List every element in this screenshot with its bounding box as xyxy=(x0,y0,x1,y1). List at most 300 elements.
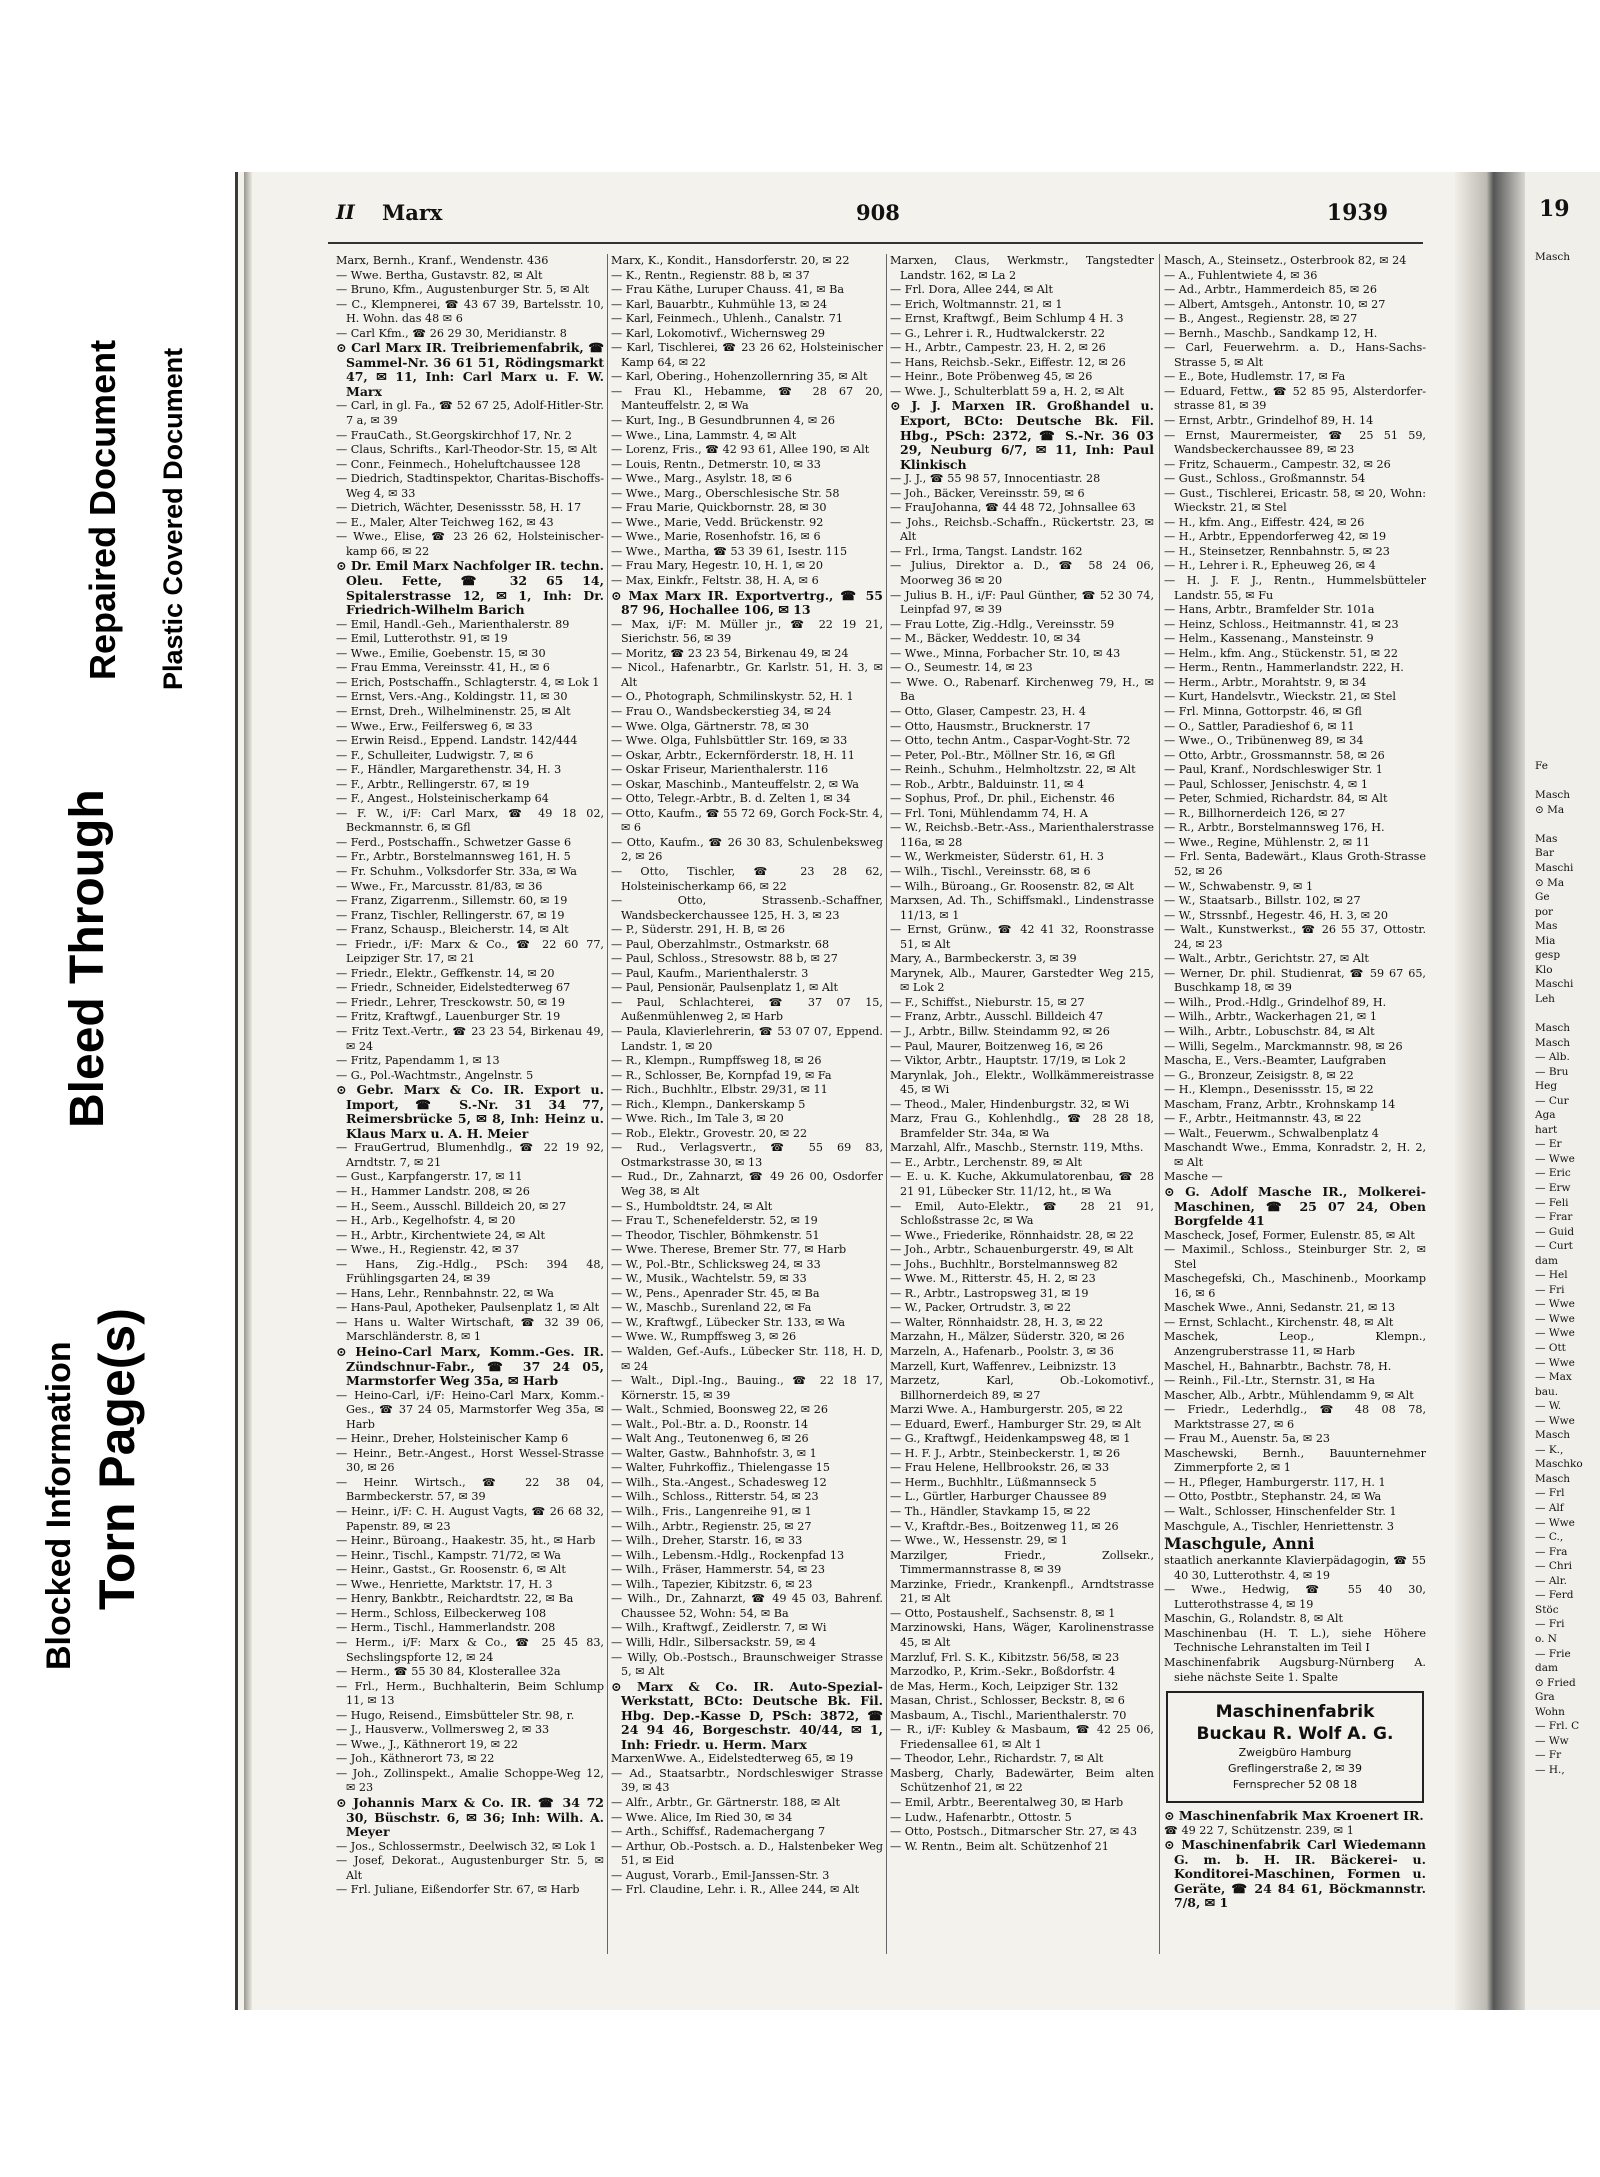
directory-entry: — E., Maler, Alter Teichweg 162, ✉ 43 xyxy=(336,515,554,529)
directory-entry: — Wwe., O., Tribünenweg 89, ✉ 34 xyxy=(1164,734,1364,748)
directory-entry: Marynlak, Joh., Elektr., Wollkämmereistrasse 45, ✉ Wi xyxy=(890,1068,1154,1097)
directory-entry: — Oskar, Maschinb., Manteuffelstr. 2, ✉ Wa xyxy=(611,777,859,791)
directory-entry: ⊙ Heino-Carl Marx, Komm.-Ges. IR. Zündschnur-Fabr., ☎ 37 24 05, Marmstorfer Weg 35a, ✉ Harb xyxy=(336,1344,604,1389)
adjacent-page-line xyxy=(1535,323,1583,338)
directory-entry: Marx, K., Kondit., Hansdorferstr. 20, ✉ 22 xyxy=(611,254,850,267)
directory-entry: Masan, Christ., Schlosser, Beckstr. 8, ✉ 6 xyxy=(890,1694,1125,1708)
adjacent-page-line: Masch xyxy=(1535,789,1571,802)
directory-entry: — Hans, Reichsb.-Sekr., Eiffestr. 12, ✉ 26 xyxy=(890,355,1126,369)
adjacent-page-line xyxy=(1535,1006,1583,1021)
directory-entry: — W., Strssnbf., Hegestr. 46, H. 3, ✉ 20 xyxy=(1164,908,1388,922)
directory-entry: — W., Schwabenstr. 9, ✉ 1 xyxy=(1164,879,1314,893)
directory-entry: — J., Hausverw., Vollmersweg 2, ✉ 33 xyxy=(336,1723,550,1737)
directory-entry: — R., i/F: Kubley & Masbaum, ☎ 42 25 06, Friedensallee 61, ✉ Alt 1 xyxy=(890,1723,1154,1751)
directory-entry: — Frl. Senta, Badewärt., Klaus Groth-Strasse 52, ✉ 26 xyxy=(1164,850,1426,878)
adjacent-page-line xyxy=(1535,410,1583,425)
directory-entry: — Gust., Karpfangerstr. 17, ✉ 11 xyxy=(336,1170,523,1184)
adjacent-page-line: — K., xyxy=(1535,1443,1564,1456)
adjacent-page-line: Masch xyxy=(1535,1472,1571,1485)
directory-entry: — Paul, Schlachterei, ☎ 37 07 15, Außenmühlenweg 2, ✉ Harb xyxy=(611,995,883,1024)
adjacent-page-line xyxy=(1535,716,1583,731)
directory-entry: — Otto, Tischler, ☎ 23 28 62, Holsteinischerkamp 66, ✉ 22 xyxy=(611,864,883,893)
header-name: Marx xyxy=(382,200,443,225)
directory-entry: — Wwe. Olga, Fuhlsbüttler Str. 169, ✉ 33 xyxy=(611,734,848,748)
adjacent-page-line: Bar xyxy=(1535,847,1554,860)
directory-entry: — Hans u. Walter Wirtschaft, ☎ 32 39 06, Marschländerstr. 8, ✉ 1 xyxy=(336,1315,604,1344)
adjacent-page-line: — Bru xyxy=(1535,1065,1569,1078)
directory-entry: — Paul, Oberzahlmstr., Ostmarkstr. 68 xyxy=(611,937,830,951)
adjacent-page-line: Masch xyxy=(1535,1036,1571,1049)
directory-entry: — Walt Ang., Teutonenweg 6, ✉ 26 xyxy=(611,1432,809,1446)
directory-entry: — F., Angest., Holsteinischerkamp 64 xyxy=(336,792,549,806)
directory-entry: — Herm., i/F: Marx & Co., ☎ 25 45 83, Sechslingspforte 12, ✉ 24 xyxy=(336,1635,604,1664)
directory-entry: — Heinr. Wirtsch., ☎ 22 38 04, Barmbeckerstr. 57, ✉ 39 xyxy=(336,1475,604,1504)
adjacent-page-line xyxy=(1535,279,1583,294)
directory-entry: — M., Bäcker, Weddestr. 10, ✉ 34 xyxy=(890,632,1081,646)
adjacent-page-line xyxy=(1535,483,1583,498)
label-bleed-through: Bleed Through xyxy=(61,789,114,1128)
directory-entry: — Moritz, ☎ 23 23 54, Birkenau 49, ✉ 24 xyxy=(611,646,849,660)
directory-entry: Marxen, Claus, Werkmstr., Tangstedter Landstr. 162, ✉ La 2 xyxy=(890,254,1154,282)
directory-entry: — H., Pfleger, Hamburgerstr. 117, H. 1 xyxy=(1164,1475,1386,1489)
directory-entry: — Fr., Arbtr., Borstelmannsweg 161, H. 5 xyxy=(336,850,571,864)
adjacent-page-line xyxy=(1535,308,1583,323)
directory-entry: — Oskar, Arbtr., Eckernförderstr. 18, H. 11 xyxy=(611,748,855,762)
directory-entry: — Viktor, Arbtr., Hauptstr. 17/19, ✉ Lok 2 xyxy=(890,1054,1126,1068)
directory-entry: — Wilh., Dreher, Starstr. 16, ✉ 33 xyxy=(611,1534,803,1548)
directory-entry: — G., Bronzeur, Zeisigstr. 8, ✉ 22 xyxy=(1164,1068,1354,1082)
directory-entry: — Kurt, Handelsvtr., Wieckstr. 21, ✉ Stel xyxy=(1164,690,1397,704)
adjacent-page-line: hart xyxy=(1535,1123,1558,1136)
directory-entry: Marzahl, Alfr., Maschb., Sternstr. 119, Mths. xyxy=(890,1141,1144,1155)
adjacent-page-line: — W. xyxy=(1535,1400,1562,1413)
directory-entry: Masberg, Charly, Badewärter, Beim alten Schützenhof 21, ✉ 22 xyxy=(890,1766,1154,1795)
directory-entry: — Wilh., Fräser, Hammerstr. 54, ✉ 23 xyxy=(611,1563,826,1577)
directory-entry: — Willy, Ob.-Postsch., Braunschweiger Strasse 5, ✉ Alt xyxy=(611,1650,883,1679)
directory-entry: — Wwe., Martha, ☎ 53 39 61, Isestr. 115 xyxy=(611,544,848,558)
directory-entry: — Ad., Arbtr., Hammerdeich 85, ✉ 26 xyxy=(1164,283,1378,297)
directory-entry: — Johs., Reichsb.-Schaffn., Rückertstr. 23, ✉ Alt xyxy=(890,515,1154,544)
directory-entry: — Heinr., Tischl., Kampstr. 71/72, ✉ Wa xyxy=(336,1548,561,1562)
directory-entry: MarxenWwe. A., Eidelstedterweg 65, ✉ 19 xyxy=(611,1752,854,1766)
directory-entry: — W., Staatsarb., Billstr. 102, ✉ 27 xyxy=(1164,894,1361,908)
column-4 xyxy=(1164,254,1426,1954)
directory-entry: — Walter, Fuhrkoffiz., Thielengasse 15 xyxy=(611,1461,830,1475)
directory-entry: ⊙ Marx & Co. IR. Auto-Spezial-Werkstatt, BCto: Deutsche Bk. Fil. Hbg. Dep.-Kasse D, PSch: 3872, ☎ 24 94 46, Borgeschstr. 40/44, ✉ 1, Inh: Friedr. u. Herm. Marx xyxy=(611,1678,883,1752)
directory-entry: — Frl. Juliane, Eißendorfer Str. 67, ✉ Harb xyxy=(336,1883,580,1897)
directory-entry: Marx, Bernh., Kranf., Wendenstr. 436 xyxy=(336,254,549,267)
directory-entry: — Wilh., Tapezier, Kibitzstr. 6, ✉ 23 xyxy=(611,1577,813,1591)
directory-entry: Mascher, Alb., Arbtr., Mühlendamm 9, ✉ Alt xyxy=(1164,1388,1414,1402)
adjacent-page-line: — Fr xyxy=(1535,1749,1562,1762)
ad-line2: Buckau R. Wolf A. G. xyxy=(1196,1724,1394,1745)
directory-entry: — Ernst, Dreh., Wilhelminenstr. 25, ✉ Alt xyxy=(336,704,571,718)
adjacent-page-line: — Feli xyxy=(1535,1196,1569,1209)
directory-entry: — Paul, Pensionär, Paulsenplatz 1, ✉ Alt xyxy=(611,981,839,995)
directory-entry: — Paul, Kaufm., Marienthalerstr. 3 xyxy=(611,966,809,980)
directory-entry: — Hans-Paul, Apotheker, Paulsenplatz 1, ✉ Alt xyxy=(336,1301,600,1315)
directory-entry: — Wilh., Prod.-Hdlg., Grindelhof 89, H. xyxy=(1164,995,1387,1009)
directory-entry: — P., Süderstr. 291, H. B, ✉ 26 xyxy=(611,923,785,937)
directory-entry: ⊙ J. J. Marxen IR. Großhandel u. Export, BCto: Deutsche Bk. Fil. Hbg., PSch: 2372, ☎ S.-Nr. 36 03 29, Neuburg 6/7, ✉ 11, Inh: Paul Klinkisch xyxy=(890,398,1154,472)
directory-entry: — Bernh., Maschb., Sandkamp 12, H. xyxy=(1164,326,1378,340)
directory-entry: — Wilh., Arbtr., Regienstr. 25, ✉ 27 xyxy=(611,1519,812,1533)
directory-entry: — C., Klempnerei, ☎ 43 67 39, Bartelsstr. 10, H. Wohn. das 48 ✉ 6 xyxy=(336,297,604,326)
directory-entry: — Theodor, Lehr., Richardstr. 7, ✉ Alt xyxy=(890,1752,1104,1766)
adjacent-page-line xyxy=(1535,468,1583,483)
directory-entry: — Paul, Schloss., Stresowstr. 88 b, ✉ 27 xyxy=(611,952,838,966)
adjacent-page-line: — Wwe xyxy=(1535,1298,1575,1311)
adjacent-page-line: — C., xyxy=(1535,1531,1564,1544)
directory-entry: — Joh., Käthnerort 73, ✉ 22 xyxy=(336,1752,495,1766)
directory-entry: — Theodor, Tischler, Böhmkenstr. 51 xyxy=(611,1228,820,1242)
adjacent-page-line: — Wwe xyxy=(1535,1327,1575,1340)
directory-entry: — Kurt, Ing., B Gesundbrunnen 4, ✉ 26 xyxy=(611,414,836,428)
adjacent-page-line: — Curt xyxy=(1535,1240,1573,1253)
directory-entry: — Otto, Postsch., Ditmarscher Str. 27, ✉ 43 xyxy=(890,1825,1137,1839)
directory-entry: — E., Bote, Hudlemstr. 17, ✉ Fa xyxy=(1164,370,1346,384)
directory-entry: — Fritz, Papendamm 1, ✉ 13 xyxy=(336,1054,500,1068)
adjacent-page-line: Gra xyxy=(1535,1691,1555,1704)
directory-entry: — Frau M., Auenstr. 5a, ✉ 23 xyxy=(1164,1432,1331,1446)
directory-entry: — Friedr., Elektr., Geffkenstr. 14, ✉ 20 xyxy=(336,966,555,980)
directory-entry: — Hans, Arbtr., Bramfelder Str. 101a xyxy=(1164,603,1375,617)
adjacent-page-line: Maschko xyxy=(1535,1458,1583,1471)
directory-entry: — Walt., Schmied, Boonsweg 22, ✉ 26 xyxy=(611,1403,828,1417)
adjacent-page-line xyxy=(1535,294,1583,309)
directory-entry: — Wwe., Minna, Forbacher Str. 10, ✉ 43 xyxy=(890,646,1121,660)
directory-entry: — Johs., Buchhltr., Borstelmannsweg 82 xyxy=(890,1257,1118,1271)
ad-line1: Maschinenfabrik xyxy=(1215,1702,1375,1723)
directory-entry: — FrauCath., St.Georgskirchhof 17, Nr. 2 xyxy=(336,428,572,442)
directory-entry: Maschegefski, Ch., Maschinenb., Moorkamp 16, ✉ 6 xyxy=(1164,1272,1426,1300)
adjacent-page-line: Aga xyxy=(1535,1109,1556,1122)
adjacent-page-line xyxy=(1535,381,1583,396)
directory-entry: — Ernst, Vers.-Ang., Koldingstr. 11, ✉ 30 xyxy=(336,690,568,704)
directory-entry: — W., Pens., Apenrader Str. 45, ✉ Ba xyxy=(611,1286,820,1300)
adjacent-page-line xyxy=(1535,352,1583,367)
adjacent-page-line xyxy=(1535,512,1583,527)
adjacent-page-line: ⊙ Fried xyxy=(1535,1676,1576,1689)
directory-entry: — Rud., Verlagsvertr., ☎ 55 69 83, Ostmarkstrasse 30, ✉ 13 xyxy=(611,1141,883,1169)
adjacent-page-line: Fe xyxy=(1535,760,1548,773)
directory-entry: — Heino-Carl, i/F: Heino-Carl Marx, Komm.-Ges., ☎ 37 24 05, Marmstorfer Weg 35a, ✉ Harb xyxy=(336,1388,604,1431)
advertisement-box xyxy=(1166,1691,1424,1803)
directory-entry: — Herm., Buchhltr., Lüßmannseck 5 xyxy=(890,1475,1097,1489)
directory-entry: — G., Pol.-Wachtmstr., Angelnstr. 5 xyxy=(336,1068,534,1082)
directory-entry: — Paul, Maurer, Boitzenweg 16, ✉ 26 xyxy=(890,1039,1104,1053)
adjacent-page-line: — Frl xyxy=(1535,1487,1565,1500)
directory-entry: — W., Pol.-Btr., Schlicksweg 24, ✉ 33 xyxy=(611,1257,821,1271)
directory-entry: — Fritz Text.-Vertr., ☎ 23 23 54, Birkenau 49, ✉ 24 xyxy=(336,1024,604,1053)
directory-entry: — Frau Emma, Vereinsstr. 41, H., ✉ 6 xyxy=(336,661,550,675)
adjacent-page-line: — Erw xyxy=(1535,1182,1571,1194)
directory-entry: — F., Arbtr., Heitmannstr. 43, ✉ 22 xyxy=(1164,1112,1362,1126)
adjacent-page-line: — Frie xyxy=(1535,1647,1571,1660)
adjacent-page-line: Mas xyxy=(1535,832,1558,845)
directory-entry: — Friedr., Schneider, Eidelstedterweg 67 xyxy=(336,981,571,995)
adjacent-page-line xyxy=(1535,541,1583,556)
directory-entry: — Emil, Auto-Elektr., ☎ 28 21 91, Schloßstrasse 2c, ✉ Wa xyxy=(890,1199,1154,1228)
directory-entry: — Wwe. M., Ritterstr. 45, H. 2, ✉ 23 xyxy=(890,1272,1096,1286)
directory-entry: — Rob., Arbtr., Balduinstr. 11, ✉ 4 xyxy=(890,777,1085,791)
adjacent-page-line xyxy=(1535,730,1583,745)
directory-entry: — Walter, Rönnhaidstr. 28, H. 3, ✉ 22 xyxy=(890,1315,1104,1329)
directory-entry: — Karl, Bauarbtr., Kuhmühle 13, ✉ 24 xyxy=(611,297,828,311)
adjacent-page-line: — Alb. xyxy=(1535,1051,1570,1064)
adjacent-page-line xyxy=(1535,425,1583,440)
directory-entry: — Nicol., Hafenarbtr., Gr. Karlstr. 51, H. 3, ✉ Alt xyxy=(611,661,883,689)
directory-entry: ⊙ Carl Marx IR. Treibriemenfabrik, ☎ Sammel-Nr. 36 61 51, Rödingsmarkt 47, ✉ 11, Inh: Carl Marx u. F. W. Marx xyxy=(336,340,604,399)
directory-entry: — Wwe. Alice, Im Ried 30, ✉ 34 xyxy=(611,1810,793,1824)
adjacent-page-line xyxy=(1535,657,1583,672)
directory-entry: — O., Photograph, Schmilinskystr. 52, H. 1 xyxy=(611,690,854,704)
directory-entry: — Wilh., Dr., Zahnarzt, ☎ 49 45 03, Bahrenf. Chaussee 52, Wohn: 54, ✉ Ba xyxy=(611,1592,883,1620)
adjacent-page-line xyxy=(1535,366,1583,381)
directory-entry: ⊙ Gebr. Marx & Co. IR. Export u. Import, ☎ S.-Nr. 31 34 77, Reimersbrücke 5, ✉ 8, Inh: Heinz u. Klaus Marx u. A. H. Meier xyxy=(336,1082,604,1141)
directory-entry: — Frl. Claudine, Lehr. i. R., Allee 244, ✉ Alt xyxy=(611,1883,860,1897)
directory-entry: — Eduard, Ewerf., Hamburger Str. 29, ✉ Alt xyxy=(890,1417,1141,1431)
adjacent-page-line: — Hel xyxy=(1535,1269,1568,1282)
directory-entry: ⊙ Johannis Marx & Co. IR. ☎ 34 72 30, Büschstr. 6, ✉ 36; Inh: Wilh. A. Meyer xyxy=(336,1794,604,1840)
adjacent-page-line: — Fri xyxy=(1535,1283,1565,1296)
adjacent-page-line: Ge xyxy=(1535,891,1550,904)
directory-entry: — Eduard, Fettw., ☎ 52 85 95, Alsterdorfer-strasse 81, ✉ 39 xyxy=(1164,384,1426,413)
directory-entry: Maschgule, Anni xyxy=(1164,1534,1315,1554)
directory-entry: — Herm., ☎ 55 30 84, Klosterallee 32a xyxy=(336,1665,561,1679)
directory-entry: — B., Angest., Regienstr. 28, ✉ 27 xyxy=(1164,312,1358,326)
directory-entry: Marzetz, Karl, Ob.-Lokomotivf., Billhornerdeich 89, ✉ 27 xyxy=(890,1374,1154,1402)
adjacent-page-line xyxy=(1535,555,1583,570)
adjacent-page-line: — Frar xyxy=(1535,1211,1573,1224)
directory-entry: — Erich, Woltmannstr. 21, ✉ 1 xyxy=(890,297,1063,311)
directory-entry: — Reinh., Fil.-Ltr., Sternstr. 31, ✉ Ha xyxy=(1164,1374,1375,1388)
directory-entry: Maschgule, A., Tischler, Henriettenstr. 3 xyxy=(1164,1519,1394,1533)
directory-entry: — Wilh., Tischl., Vereinsstr. 68, ✉ 6 xyxy=(890,864,1091,878)
adjacent-page-line xyxy=(1535,628,1583,643)
adjacent-page-line: — H., xyxy=(1535,1763,1565,1776)
directory-entry: — R., Arbtr., Lastropsweg 31, ✉ 19 xyxy=(890,1286,1089,1300)
adjacent-page-line: Stöc xyxy=(1535,1603,1559,1616)
directory-entry: — S., Humboldtstr. 24, ✉ Alt xyxy=(611,1199,773,1213)
directory-entry: — Theod., Maler, Hindenburgstr. 32, ✉ Wi xyxy=(890,1097,1130,1111)
directory-entry: — Jos., Schlossermstr., Deelwisch 32, ✉ Lok 1 xyxy=(336,1839,597,1853)
adjacent-page-line: — Wwe xyxy=(1535,1414,1575,1427)
directory-entry: Marzeln, A., Hafenarb., Poolstr. 3, ✉ 36 xyxy=(890,1345,1114,1359)
directory-entry: — Ernst, Maurermeister, ☎ 25 51 59, Wandsbeckerchaussee 89, ✉ 23 xyxy=(1164,428,1426,457)
directory-entry: — Otto, Hausmstr., Brucknerstr. 17 xyxy=(890,719,1091,733)
directory-entry: — Wilh., Arbtr., Wackerhagen 21, ✉ 1 xyxy=(1164,1010,1377,1024)
directory-entry: — Wwe., Regine, Mühlenstr. 2, ✉ 11 xyxy=(1164,835,1370,849)
directory-entry: — Ernst, Schlacht., Kirchenstr. 48, ✉ Alt xyxy=(1164,1315,1394,1329)
directory-entry: — F., Arbtr., Rellingerstr. 67, ✉ 19 xyxy=(336,777,530,791)
adjacent-page-line xyxy=(1535,643,1583,658)
directory-entry: — Oskar Friseur, Marienthalerstr. 116 xyxy=(611,763,829,777)
directory-entry: — Wwe., J., Käthnerort 19, ✉ 22 xyxy=(336,1737,518,1751)
directory-entry: — Walt., Schlosser, Hinschenfelder Str. 1 xyxy=(1164,1505,1397,1519)
directory-entry: — Wilh., Sta.-Angest., Schadesweg 12 xyxy=(611,1475,827,1489)
adjacent-page-line: Masch xyxy=(1535,1429,1571,1442)
directory-entry: — Franz, Tischler, Rellingerstr. 67, ✉ 19 xyxy=(336,908,565,922)
adjacent-page-line: gesp xyxy=(1535,949,1561,962)
directory-entry: — Heinr., i/F: C. H. August Vagts, ☎ 26 68 32, Papenstr. 89, ✉ 23 xyxy=(336,1505,604,1533)
directory-entry: — Frau Kl., Hebamme, ☎ 28 67 20, Manteuffelstr. 2, ✉ Wa xyxy=(611,384,883,413)
adjacent-page-line: Masch xyxy=(1535,1021,1571,1034)
adjacent-page-year: 19 xyxy=(1539,196,1570,222)
directory-entry: — Carl Kfm., ☎ 26 29 30, Meridianstr. 8 xyxy=(336,326,567,340)
directory-entry: Mary, A., Barmbeckerstr. 3, ✉ 39 xyxy=(890,952,1077,966)
directory-entry: Mascha, E., Vers.-Beamter, Laufgraben xyxy=(1164,1054,1387,1068)
directory-entry: — Sophus, Prof., Dr. phil., Eichenstr. 46 xyxy=(890,792,1115,806)
column-3 xyxy=(890,254,1154,1954)
adjacent-page-line: bau. xyxy=(1535,1385,1559,1398)
directory-entry: — W., Kraftwgf., Lübecker Str. 133, ✉ Wa xyxy=(611,1315,846,1329)
directory-entry: — Wwe., Friederike, Rönnhaidstr. 28, ✉ 22 xyxy=(890,1228,1134,1242)
directory-entry: — H., Arbtr., Campestr. 23, H. 2, ✉ 26 xyxy=(890,341,1106,355)
adjacent-page-line: — Er xyxy=(1535,1138,1562,1151)
directory-entry: — R., Billhornerdeich 126, ✉ 27 xyxy=(1164,806,1346,820)
directory-entry: — Wwe. Olga, Gärtnerstr. 78, ✉ 30 xyxy=(611,719,809,733)
directory-entry: — R., Arbtr., Borstelmannsweg 176, H. xyxy=(1164,821,1385,835)
directory-entry: — Otto, Kaufm., ☎ 26 30 83, Schulenbeksweg 2, ✉ 26 xyxy=(611,835,883,864)
directory-entry: ⊙ Dr. Emil Marx Nachfolger IR. techn. Oleu. Fette, ☎ 32 65 14, Spitalerstrasse 12, ✉ 1, Inh: Dr. Friedrich-Wilhelm Barich xyxy=(336,558,604,618)
directory-entry: Maschewski, Bernh., Bauunternehmer Zimmerpforte 2, ✉ 1 xyxy=(1164,1446,1426,1475)
label-repaired-document: Repaired Document xyxy=(82,339,123,680)
directory-entry: — H. J. F. J., Rentn., Hummelsbütteler Landstr. 55, ✉ Fu xyxy=(1164,574,1426,602)
directory-entry: — Willi, Hdlr., Silbersackstr. 59, ✉ 4 xyxy=(611,1635,817,1649)
adjacent-page-line: — Alf xyxy=(1535,1502,1564,1515)
directory-entry: — Emil, Arbtr., Beerentalweg 30, ✉ Harb xyxy=(890,1795,1124,1809)
directory-entry: — K., Rentn., Regienstr. 88 b, ✉ 37 xyxy=(611,268,810,282)
directory-entry: — F., Händler, Margarethenstr. 34, H. 3 xyxy=(336,763,562,777)
directory-entry: Marz, Frau G., Kohlenhdlg., ☎ 28 28 18, Bramfelder Str. 34a, ✉ Wa xyxy=(890,1112,1154,1140)
directory-entry: — F. W., i/F: Carl Marx, ☎ 49 18 02, Beckmannstr. 6, ✉ Gfl xyxy=(336,806,604,835)
directory-entry: — Frl. Toni, Mühlendamm 74, H. A xyxy=(890,806,1088,820)
adjacent-page-line: — Eric xyxy=(1535,1167,1571,1180)
directory-entry: — Frl. Minna, Gottorpstr. 46, ✉ Gfl xyxy=(1164,704,1362,718)
directory-entry: — Max, i/F: M. Müller jr., ☎ 22 19 21, Sierichstr. 56, ✉ 39 xyxy=(611,617,883,646)
adjacent-page-line xyxy=(1535,454,1583,469)
directory-entry: — Walt., Pol.-Btr. a. D., Roonstr. 14 xyxy=(611,1417,809,1431)
directory-entry: — Louis, Rentn., Detmerstr. 10, ✉ 33 xyxy=(611,457,821,471)
directory-entry: — Otto, Postbtr., Stephanstr. 24, ✉ Wa xyxy=(1164,1490,1382,1504)
directory-entry: — Herm., Tischl., Hammerlandstr. 208 xyxy=(336,1621,556,1635)
directory-entry: — Carl, in gl. Fa., ☎ 52 67 25, Adolf-Hitler-Str. 7 a, ✉ 39 xyxy=(336,399,604,428)
directory-entry: — Wwe., Marg., Asylstr. 18, ✉ 6 xyxy=(611,472,792,486)
directory-entry: — Wwe. Therese, Bremer Str. 77, ✉ Harb xyxy=(611,1243,847,1257)
directory-entry: — L., Gürtler, Harburger Chaussee 89 xyxy=(890,1490,1107,1504)
directory-entry: — F., Schulleiter, Ludwigstr. 7, ✉ 6 xyxy=(336,748,534,762)
directory-entry: — Frau Mary, Hegestr. 10, H. 1, ✉ 20 xyxy=(611,559,823,573)
adjacent-page-line xyxy=(1535,439,1583,454)
adjacent-page-line: Wohn xyxy=(1535,1705,1565,1718)
directory-entry: — Wwe., Elise, ☎ 23 26 62, Holsteinischer-kamp 66, ✉ 22 xyxy=(336,530,604,558)
directory-entry: Marzahn, H., Mälzer, Süderstr. 320, ✉ 26 xyxy=(890,1330,1125,1344)
directory-entry: — Frl., Irma, Tangst. Landstr. 162 xyxy=(890,544,1083,558)
adjacent-page-line: Maschi xyxy=(1535,861,1574,874)
directory-entry: — Paula, Klavierlehrerin, ☎ 53 07 07, Eppend. Landstr. 1, ✉ 20 xyxy=(611,1024,883,1053)
directory-entry: — Wwe., Emilie, Goebenstr. 15, ✉ 30 xyxy=(336,646,546,660)
directory-entry: — Herm., Arbtr., Morahtstr. 9, ✉ 34 xyxy=(1164,675,1367,689)
directory-entry: — E. u. K. Kuche, Akkumulatorenbau, ☎ 28 21 91, Lübecker Str. 11/12, ht., ✉ Wa xyxy=(890,1170,1154,1198)
directory-entry: Maschek, Leop., Klempn., Anzengruberstrasse 11, ✉ Harb xyxy=(1164,1330,1426,1359)
directory-entry: — Erich, Postschaffn., Schlagterstr. 4, ✉ Lok 1 xyxy=(336,675,600,689)
directory-entry: ☎ 49 22 7, Schützenstr. 239, ✉ 1 xyxy=(1164,1823,1354,1837)
adjacent-page-line: — Ferd xyxy=(1535,1589,1574,1602)
directory-entry: — H., Arbtr., Eppendorferweg 42, ✉ 19 xyxy=(1164,530,1387,544)
directory-entry: — Heinr., Büroang., Haakestr. 35, ht., ✉ Harb xyxy=(336,1534,596,1548)
ad-line5: Fernsprecher 52 08 18 xyxy=(1232,1778,1358,1792)
directory-entry: — Heinr., Dreher, Holsteinischer Kamp 6 xyxy=(336,1432,569,1446)
adjacent-page-line: — Ott xyxy=(1535,1342,1566,1355)
adjacent-page-line xyxy=(1535,774,1583,789)
directory-entry: — Rich., Buchhltr., Elbstr. 29/31, ✉ 11 xyxy=(611,1083,828,1097)
directory-entry: — H., Arb., Kegelhofstr. 4, ✉ 20 xyxy=(336,1214,516,1228)
adjacent-page-line: Mia xyxy=(1535,934,1556,947)
directory-entry: — Rud., Dr., Zahnarzt, ☎ 49 26 00, Osdorfer Weg 38, ✉ Alt xyxy=(611,1170,883,1198)
directory-entry: — Joh., Zollinspekt., Amalie Schoppe-Weg 12, ✉ 23 xyxy=(336,1766,604,1795)
directory-entry: — Paul, Kranf., Nordschleswiger Str. 1 xyxy=(1164,763,1383,777)
adjacent-page-line xyxy=(1535,599,1583,614)
adjacent-page-line xyxy=(1535,570,1583,585)
directory-entry: — Joh., Arbtr., Schauenburgerstr. 49, ✉ Alt xyxy=(890,1243,1134,1257)
adjacent-page-line xyxy=(1535,686,1583,701)
directory-entry: — Reinh., Schuhm., Helmholtzstr. 22, ✉ Alt xyxy=(890,763,1136,777)
page-number: 908 xyxy=(856,200,900,225)
directory-entry: Maschel, H., Bahnarbtr., Bachstr. 78, H. xyxy=(1164,1359,1392,1373)
directory-entry: — Th., Händler, Stavkamp 15, ✉ 22 xyxy=(890,1505,1091,1519)
directory-entry: — Otto, Glaser, Campestr. 23, H. 4 xyxy=(890,704,1086,718)
directory-entry: — Frau O., Wandsbeckerstieg 34, ✉ 24 xyxy=(611,704,832,718)
directory-entry: — Franz, Arbtr., Ausschl. Billdeich 47 xyxy=(890,1010,1104,1024)
label-plastic-covered-document: Plastic Covered Document xyxy=(158,347,188,690)
directory-entry: — August, Vorarb., Emil-Janssen-Str. 3 xyxy=(611,1868,830,1882)
directory-entry: — O., Seumestr. 14, ✉ 23 xyxy=(890,661,1033,675)
header-year: 1939 xyxy=(1326,200,1388,226)
directory-entry: — Franz, Schausp., Bleicherstr. 14, ✉ Alt xyxy=(336,923,569,937)
directory-entry: — W., Reichsb.-Betr.-Ass., Marienthalerstrasse 116a, ✉ 28 xyxy=(890,821,1154,849)
directory-page xyxy=(235,172,1488,2010)
directory-entry: — Karl, Feinmech., Uhlenh., Canalstr. 71 xyxy=(611,312,844,326)
directory-entry: — W., Musik., Wachtelstr. 59, ✉ 33 xyxy=(611,1272,807,1286)
directory-entry: — Frau Marie, Quickbornstr. 28, ✉ 30 xyxy=(611,501,827,515)
directory-entry: — H., Steinsetzer, Rennbahnstr. 5, ✉ 23 xyxy=(1164,544,1390,558)
directory-entry: — Heinr., Gastst., Gr. Roosenstr. 6, ✉ Alt xyxy=(336,1563,566,1577)
adjacent-page-line: — Wwe xyxy=(1535,1152,1575,1165)
adjacent-page-line: dam xyxy=(1535,1254,1558,1267)
directory-entry: — Hans, Lehr., Rennbahnstr. 22, ✉ Wa xyxy=(336,1286,554,1300)
directory-entry: — Ad., Staatsarbtr., Nordschleswiger Strasse 39, ✉ 43 xyxy=(611,1766,883,1795)
directory-entry: — W., Maschb., Surenland 22, ✉ Fa xyxy=(611,1301,812,1315)
directory-entry: Marxsen, Ad. Th., Schiffsmakl., Lindenstrasse 11/13, ✉ 1 xyxy=(890,894,1154,922)
directory-entry: — Wilh., Fris., Langenreihe 91, ✉ 1 xyxy=(611,1505,812,1519)
directory-entry: Mascham, Franz, Arbtr., Krohnskamp 14 xyxy=(1164,1097,1396,1111)
adjacent-page-line: — Alr. xyxy=(1535,1574,1567,1587)
directory-entry: de Mas, Herm., Koch, Leipziger Str. 132 xyxy=(890,1679,1119,1693)
directory-entry: — Wwe., Lina, Lammstr. 4, ✉ Alt xyxy=(611,428,797,442)
directory-entry: — Walt., Feuerwm., Schwalbenplatz 4 xyxy=(1164,1126,1379,1140)
ad-line3: Zweigbüro Hamburg xyxy=(1238,1746,1352,1760)
directory-entry: — H., Lehrer i. R., Epheuweg 26, ✉ 4 xyxy=(1164,559,1376,573)
directory-entry: — Frau Helene, Hellbrookstr. 26, ✉ 33 xyxy=(890,1461,1110,1475)
directory-entry: — Karl, Lokomotivf., Wichernsweg 29 xyxy=(611,326,826,340)
directory-entry: — Heinr., Betr.-Angest., Horst Wessel-Strasse 30, ✉ 26 xyxy=(336,1446,604,1475)
directory-entry: — W., Packer, Ortrudstr. 3, ✉ 22 xyxy=(890,1301,1072,1315)
directory-entry: — Walt., Kunstwerkst., ☎ 26 55 37, Ottostr. 24, ✉ 23 xyxy=(1164,923,1426,951)
adjacent-page-line: Masch xyxy=(1535,251,1571,263)
adjacent-page-line: — Wwe xyxy=(1535,1356,1575,1369)
directory-entry: — H., Klempn., Desenissstr. 15, ✉ 22 xyxy=(1164,1083,1374,1097)
